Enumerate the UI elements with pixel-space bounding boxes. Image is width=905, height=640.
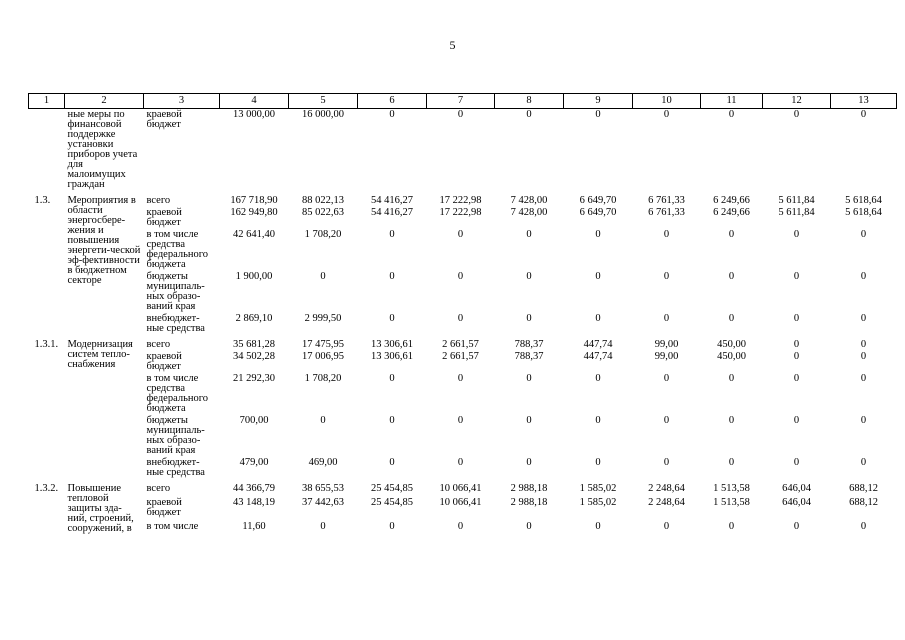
amount-cell: 0 bbox=[728, 521, 735, 533]
table-row bbox=[29, 109, 897, 192]
amount-cell: 0 bbox=[389, 373, 395, 384]
amount-cell: 0 bbox=[526, 457, 532, 468]
funding-source: краевой бюджет bbox=[146, 351, 182, 372]
amount-cell: 13 306,61 bbox=[371, 339, 413, 350]
funding-source: в том числе bbox=[146, 521, 199, 533]
budget-table bbox=[28, 93, 897, 535]
amount-cell: 0 bbox=[526, 415, 532, 426]
funding-source: краевой бюджет bbox=[146, 109, 182, 130]
header-row bbox=[29, 94, 897, 109]
table-body bbox=[29, 109, 897, 536]
table-row bbox=[29, 195, 897, 207]
table-row bbox=[29, 497, 897, 522]
amount-cell: 0 bbox=[389, 313, 395, 324]
amount-cell: 0 bbox=[389, 109, 395, 120]
amount-cell: 54 416,27 bbox=[371, 207, 413, 218]
amount-cell: 0 bbox=[793, 351, 800, 362]
funding-source: всего bbox=[146, 339, 171, 350]
amount-cell: 0 bbox=[728, 415, 735, 426]
amount-cell: 688,12 bbox=[849, 483, 878, 494]
funding-source: всего bbox=[146, 483, 171, 494]
item-code: 1.3. bbox=[34, 195, 51, 206]
amount-cell: 788,37 bbox=[514, 339, 544, 350]
table-row bbox=[29, 351, 897, 373]
amount-cell: 0 bbox=[793, 373, 800, 384]
amount-cell: 447,74 bbox=[583, 339, 613, 350]
amount-cell: 25 454,85 bbox=[371, 483, 413, 494]
column-header-12: 12 bbox=[763, 94, 831, 109]
amount-cell: 2 661,57 bbox=[442, 339, 479, 350]
amount-cell: 0 bbox=[457, 415, 464, 426]
item-name: Модернизация систем тепло-снабжения bbox=[67, 339, 133, 370]
amount-cell: 6 249,66 bbox=[713, 207, 750, 218]
column-header-4: 4 bbox=[220, 94, 289, 109]
amount-cell: 0 bbox=[860, 313, 867, 324]
amount-cell: 7 428,00 bbox=[510, 207, 548, 218]
amount-cell: 7 428,00 bbox=[510, 195, 548, 206]
page-number: 5 bbox=[449, 38, 456, 52]
amount-cell: 0 bbox=[526, 109, 532, 120]
column-header-9: 9 bbox=[564, 94, 633, 109]
amount-cell: 6 649,70 bbox=[579, 195, 617, 206]
amount-cell: 469,00 bbox=[308, 457, 338, 468]
amount-cell: 0 bbox=[526, 521, 532, 533]
amount-cell: 17 006,95 bbox=[302, 351, 344, 362]
amount-cell: 0 bbox=[663, 109, 670, 120]
amount-cell: 6 761,33 bbox=[648, 207, 685, 218]
table-row bbox=[29, 415, 897, 457]
amount-cell: 0 bbox=[663, 415, 670, 426]
column-header-6: 6 bbox=[358, 94, 427, 109]
amount-cell: 99,00 bbox=[654, 339, 679, 350]
column-header-3: 3 bbox=[144, 94, 220, 109]
amount-cell: 0 bbox=[595, 457, 601, 468]
amount-cell: 0 bbox=[457, 271, 464, 282]
amount-cell: 0 bbox=[389, 229, 395, 240]
amount-cell: 700,00 bbox=[239, 415, 269, 426]
item-name: Повышение тепловой защиты зда-ний, строений, сооружений, в bbox=[67, 483, 134, 534]
amount-cell: 5 611,84 bbox=[778, 207, 815, 218]
amount-cell: 0 bbox=[728, 373, 735, 384]
amount-cell: 0 bbox=[457, 109, 464, 120]
amount-cell: 1 513,58 bbox=[713, 483, 750, 494]
funding-source: внебюджет-ные средства bbox=[146, 313, 205, 334]
amount-cell: 6 761,33 bbox=[648, 195, 685, 206]
amount-cell: 16 000,00 bbox=[302, 109, 344, 120]
amount-cell: 0 bbox=[457, 521, 464, 533]
amount-cell: 0 bbox=[595, 229, 601, 240]
amount-cell: 1 708,20 bbox=[304, 229, 342, 240]
item-code bbox=[29, 109, 65, 192]
amount-cell: 0 bbox=[663, 373, 670, 384]
item-code: 1.3.1. bbox=[34, 339, 59, 350]
amount-cell: 0 bbox=[860, 521, 867, 533]
amount-cell: 0 bbox=[663, 271, 670, 282]
amount-cell: 1 513,58 bbox=[713, 496, 750, 508]
amount-cell: 2 248,64 bbox=[648, 496, 685, 508]
table-row bbox=[29, 271, 897, 313]
amount-cell: 43 148,19 bbox=[233, 496, 275, 508]
amount-cell: 0 bbox=[389, 271, 395, 282]
amount-cell: 0 bbox=[595, 373, 601, 384]
amount-cell: 0 bbox=[793, 415, 800, 426]
amount-cell: 17 475,95 bbox=[302, 339, 344, 350]
amount-cell: 17 222,98 bbox=[439, 207, 482, 218]
amount-cell: 0 bbox=[526, 271, 532, 282]
amount-cell: 0 bbox=[793, 339, 800, 350]
column-header-13: 13 bbox=[831, 94, 897, 109]
amount-cell: 2 248,64 bbox=[648, 483, 685, 494]
amount-cell: 646,04 bbox=[782, 496, 811, 508]
amount-cell: 88 022,13 bbox=[302, 195, 344, 206]
amount-cell: 479,00 bbox=[239, 457, 269, 468]
amount-cell: 0 bbox=[320, 415, 326, 426]
amount-cell: 42 641,40 bbox=[233, 229, 275, 240]
funding-source: краевой бюджет bbox=[146, 496, 182, 518]
funding-source: всего bbox=[146, 195, 171, 206]
amount-cell: 6 649,70 bbox=[579, 207, 617, 218]
amount-cell: 0 bbox=[663, 457, 670, 468]
amount-cell: 0 bbox=[860, 229, 867, 240]
funding-source: бюджеты муниципаль-ных образо-ваний края bbox=[146, 415, 205, 456]
amount-cell: 0 bbox=[595, 109, 601, 120]
amount-cell: 34 502,28 bbox=[233, 351, 275, 362]
amount-cell: 21 292,30 bbox=[233, 373, 275, 384]
funding-source: в том числе средства федерального бюджета bbox=[146, 373, 209, 414]
amount-cell: 10 066,41 bbox=[439, 496, 482, 508]
table-row bbox=[29, 457, 897, 479]
amount-cell: 167 718,90 bbox=[230, 195, 278, 206]
amount-cell: 0 bbox=[860, 415, 867, 426]
amount-cell: 0 bbox=[860, 109, 867, 120]
column-header-5: 5 bbox=[289, 94, 358, 109]
amount-cell: 1 585,02 bbox=[579, 483, 617, 494]
table-row bbox=[29, 521, 897, 535]
amount-cell: 44 366,79 bbox=[233, 483, 275, 494]
amount-cell: 0 bbox=[663, 313, 670, 324]
amount-cell: 6 249,66 bbox=[713, 195, 750, 206]
amount-cell: 450,00 bbox=[717, 339, 746, 350]
amount-cell: 0 bbox=[389, 521, 395, 533]
amount-cell: 0 bbox=[595, 271, 601, 282]
amount-cell: 0 bbox=[663, 521, 670, 533]
amount-cell: 5 611,84 bbox=[778, 195, 815, 206]
amount-cell: 1 585,02 bbox=[579, 496, 617, 508]
amount-cell: 0 bbox=[793, 109, 800, 120]
amount-cell: 2 988,18 bbox=[510, 496, 548, 508]
amount-cell: 17 222,98 bbox=[439, 195, 482, 206]
amount-cell: 162 949,80 bbox=[230, 207, 278, 218]
amount-cell: 0 bbox=[860, 373, 867, 384]
item-code: 1.3.2. bbox=[34, 483, 59, 494]
funding-source: в том числе средства федерального бюджета bbox=[146, 229, 209, 270]
amount-cell: 2 869,10 bbox=[235, 313, 273, 324]
funding-source: бюджеты муниципаль-ных образо-ваний края bbox=[146, 271, 205, 312]
column-header-2: 2 bbox=[65, 94, 144, 109]
amount-cell: 5 618,64 bbox=[845, 207, 882, 218]
amount-cell: 0 bbox=[793, 271, 800, 282]
amount-cell: 0 bbox=[663, 229, 670, 240]
amount-cell: 13 306,61 bbox=[371, 351, 413, 362]
amount-cell: 0 bbox=[457, 313, 464, 324]
amount-cell: 2 988,18 bbox=[510, 483, 548, 494]
amount-cell: 37 442,63 bbox=[302, 496, 344, 508]
table-row bbox=[29, 483, 897, 497]
column-header-8: 8 bbox=[495, 94, 564, 109]
table-row bbox=[29, 207, 897, 229]
amount-cell: 0 bbox=[860, 339, 867, 350]
amount-cell: 0 bbox=[860, 271, 867, 282]
amount-cell: 0 bbox=[595, 521, 601, 533]
table-row bbox=[29, 313, 897, 335]
amount-cell: 0 bbox=[728, 271, 735, 282]
amount-cell: 2 999,50 bbox=[304, 313, 342, 324]
table-row bbox=[29, 339, 897, 351]
table-row bbox=[29, 373, 897, 415]
funding-source: внебюджет-ные средства bbox=[146, 457, 205, 478]
amount-cell: 0 bbox=[793, 457, 800, 468]
amount-cell: 25 454,85 bbox=[371, 496, 413, 508]
amount-cell: 0 bbox=[595, 313, 601, 324]
amount-cell: 447,74 bbox=[583, 351, 613, 362]
amount-cell: 1 708,20 bbox=[304, 373, 342, 384]
item-name: Мероприятия в области энергосбере-жения и повышения энергети-ческой эф-фективности в бюджетном секторе bbox=[67, 195, 141, 286]
amount-cell: 10 066,41 bbox=[439, 483, 482, 494]
amount-cell: 0 bbox=[793, 521, 800, 533]
amount-cell: 35 681,28 bbox=[233, 339, 275, 350]
table-row bbox=[29, 229, 897, 271]
amount-cell: 0 bbox=[320, 271, 326, 282]
amount-cell: 85 022,63 bbox=[302, 207, 344, 218]
amount-cell: 0 bbox=[728, 457, 735, 468]
amount-cell: 0 bbox=[860, 351, 867, 362]
amount-cell: 0 bbox=[728, 109, 735, 120]
amount-cell: 0 bbox=[526, 313, 532, 324]
amount-cell: 0 bbox=[320, 521, 326, 533]
amount-cell: 0 bbox=[860, 457, 867, 468]
amount-cell: 0 bbox=[595, 415, 601, 426]
amount-cell: 688,12 bbox=[849, 496, 878, 508]
amount-cell: 1 900,00 bbox=[235, 271, 273, 282]
amount-cell: 0 bbox=[728, 313, 735, 324]
amount-cell: 99,00 bbox=[654, 351, 679, 362]
amount-cell: 0 bbox=[793, 229, 800, 240]
column-header-10: 10 bbox=[633, 94, 701, 109]
amount-cell: 0 bbox=[793, 313, 800, 324]
column-header-1: 1 bbox=[29, 94, 65, 109]
column-header-7: 7 bbox=[427, 94, 495, 109]
amount-cell: 38 655,53 bbox=[302, 483, 344, 494]
amount-cell: 450,00 bbox=[717, 351, 746, 362]
amount-cell: 0 bbox=[457, 229, 464, 240]
amount-cell: 0 bbox=[457, 457, 464, 468]
column-header-11: 11 bbox=[701, 94, 763, 109]
amount-cell: 11,60 bbox=[242, 521, 266, 533]
amount-cell: 646,04 bbox=[782, 483, 811, 494]
amount-cell: 2 661,57 bbox=[442, 351, 479, 362]
item-name: ные меры по финансовой поддержке установки приборов учета для малоимущих граждан bbox=[67, 109, 138, 190]
amount-cell: 0 bbox=[728, 229, 735, 240]
amount-cell: 0 bbox=[389, 457, 395, 468]
amount-cell: 0 bbox=[389, 415, 395, 426]
funding-source: краевой бюджет bbox=[146, 207, 182, 228]
amount-cell: 5 618,64 bbox=[845, 195, 882, 206]
amount-cell: 0 bbox=[526, 229, 532, 240]
amount-cell: 0 bbox=[526, 373, 532, 384]
amount-cell: 54 416,27 bbox=[371, 195, 413, 206]
amount-cell: 0 bbox=[457, 373, 464, 384]
amount-cell: 13 000,00 bbox=[233, 109, 275, 120]
amount-cell: 788,37 bbox=[514, 351, 544, 362]
